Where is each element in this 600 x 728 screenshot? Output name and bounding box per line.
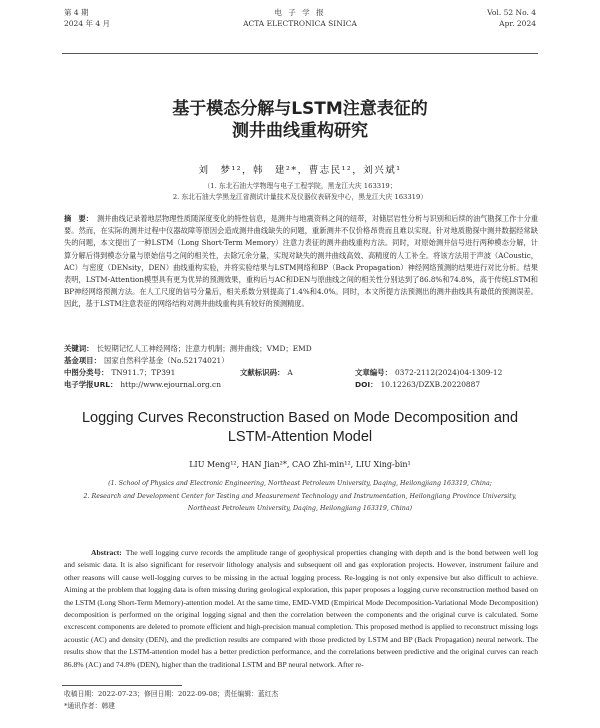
url-value[interactable]: http://www.ejournal.org.cn [120,380,221,389]
clc-value: TN911.7；TP391 [111,368,176,377]
abstract-en-text: The well logging curve records the amplitude range of geophysical properties changing with depth and is the bond between well log and seismic data. It is also significant for reservoir lithology analysis and subsequent oil and gas exploration projects. However, instrument failure and other reasons will cause well-logging curves to be missing in the actual logging process. Re-logging is not only expensive but also difficult to achieve. Aiming at the problem that logging data is often missing during geological exploration, this paper proposes a logging curve reconstruction method based on the LSTM (Long Short-Term Memory)-attention model. At the same time, EMD-VMD (Empirical Mode Decomposition-Variational Mode Decomposition) decomposition is performed on the original logging signal and then the correlation between the components and the original curve is calculated. Some excrescent components are deleted to promote efficient and high-precision manual completion. This proposed method is applied to reconstruct missing logs acoustic (AC) and density (DEN), and the prediction results are compared with those predicted by LSTM and BP (Back Propagation) neural network. The results show that the LSTM-attention model has a better prediction performance, and the correlations between predictive and the original curves can reach 86.8% (AC) and 74.8% (DEN), higher than the traditional LSTM and BP neural network. After re- [64,548,538,669]
issue-number: 第 4 期 [64,8,89,17]
footnote-corresponding: *通讯作者：韩建 [64,702,115,710]
title-en-line2: LSTM-Attention Model [227,429,373,445]
keywords-label: 关键词： [64,344,94,353]
title-cn-line2: 测井曲线重构研究 [232,121,368,141]
article-label: 文章编号： [355,368,392,377]
affiliation-cn-2: 2. 东北石油大学黑龙江省测试计量技术及仪器仪表研发中心，黑龙江大庆 163319） [172,193,428,201]
paper-title-en [0,409,600,447]
keywords-value: 长短期记忆人工神经网络；注意力机制；测井曲线；VMD；EMD [96,344,312,353]
issue-date-en: Apr. 2024 [499,19,536,28]
abstract-cn-text: 测井曲线记录着地层物理性质随深度变化的特性信息，是测井与地震资料之间的纽带，对储层岩性分析与识别和后续的油气勘探工作十分重要。然而，在实际的测井过程中仪器故障等原因会造成测井曲线缺失的问题，重新测井不仅价格昂贵而且难以实现。针对地质勘探中测井数据经常缺失的问题，本文提出了一种LSTM（Long Short-Term Memory）注意力表征的测井曲线重构方法。同时，对原始测井信号进行两种模态分解，计算分解后得到模态分量与原始信号之间的相关性，去除冗余分量，实现对缺失的测井曲线高效、高精度的人工补全。将该方法用于声波（ACoustic，AC）与密度（DENsity，DEN）曲线重构实验，并将实验结果与LSTM网络和BP（Back Propagation）神经网络预测的结果进行对比分析。结果表明，LSTM-Attention模型具有更为优异的预测效果，重构后与AC和DEN与原曲线之间的相关性分别达到了86.8%和74.8%，高于传统LSTM和BP神经网络预测方法。在人工尺度的信号分量后，相关系数分别提高了1.4%和4.0%。同时，本文所提方法预测出的测井曲线具有最低的预测误差。因此，基于LSTM注意表征的网络结构对测井曲线重构具有较好的预测精度。 [64,214,538,309]
journal-name-en: ACTA ELECTRONICA SINICA [243,19,357,28]
doi-value[interactable]: 10.12263/DZXB.20220887 [380,380,481,389]
authors-en: LIU Meng¹², HAN Jian²*, CAO Zhi-min¹², LIU Xing-bin¹ [189,460,411,469]
abstract-en [64,547,538,671]
fund-value: 国家自然科学基金（No.52174021） [103,356,229,365]
title-en-line1: Logging Curves Reconstruction Based on Mode Decomposition and [81,410,519,426]
clc-label: 中图分类号： [64,368,109,377]
journal-name-cn: 电 子 学 报 [274,8,326,17]
doi [355,379,480,390]
title-cn-line1: 基于模态分解与LSTM注意表征的 [172,99,428,119]
document-code [240,367,293,378]
volume-number: Vol. 52 No. 4 [487,8,536,17]
doc-value: A [287,368,293,377]
affiliation-en-3: Northeast Petroleum University, Daqing, Heilongjiang 163319, China) [187,505,413,512]
header-rule [62,53,538,54]
paper-title-cn [0,98,600,142]
doc-label: 文献标识码： [240,368,285,377]
header-right [487,7,536,29]
authors-cn: 刘 梦¹²，韩 建²*，曹志民¹²，刘兴斌¹ [198,165,402,176]
doi-label: DOI： [355,380,378,389]
article-number [355,367,502,378]
footnote-rule [62,685,182,686]
article-value: 0372-2112(2024)04-1309-12 [394,368,503,377]
affiliation-en-1: (1. School of Physics and Electronic Engineering, Northeast Petroleum University, Daqing, Heilongjiang 163319, China; [108,480,492,487]
affiliation-en-2: 2. Research and Development Center for Testing and Measurement Technology and Instrumentation, Heilongjiang Province University, [83,493,517,500]
abstract-cn-label: 摘 要： [64,214,93,223]
affiliation-cn-1: （1. 东北石油大学物理与电子工程学院，黑龙江大庆 163319； [203,182,397,190]
keywords-cn [64,343,312,354]
fund-label: 基金项目： [64,356,101,365]
footnote-received: 收稿日期：2022-07-23；修回日期：2022-09-08；责任编辑：蓝红杰 [64,690,279,698]
abstract-cn [64,213,538,311]
abstract-en-label: Abstract: [91,548,122,557]
journal-url [64,379,221,390]
clc-number [64,367,175,378]
issue-date: 2024 年 4 月 [64,19,111,28]
url-label: 电子学报URL： [64,380,118,389]
fund-cn [64,355,229,366]
